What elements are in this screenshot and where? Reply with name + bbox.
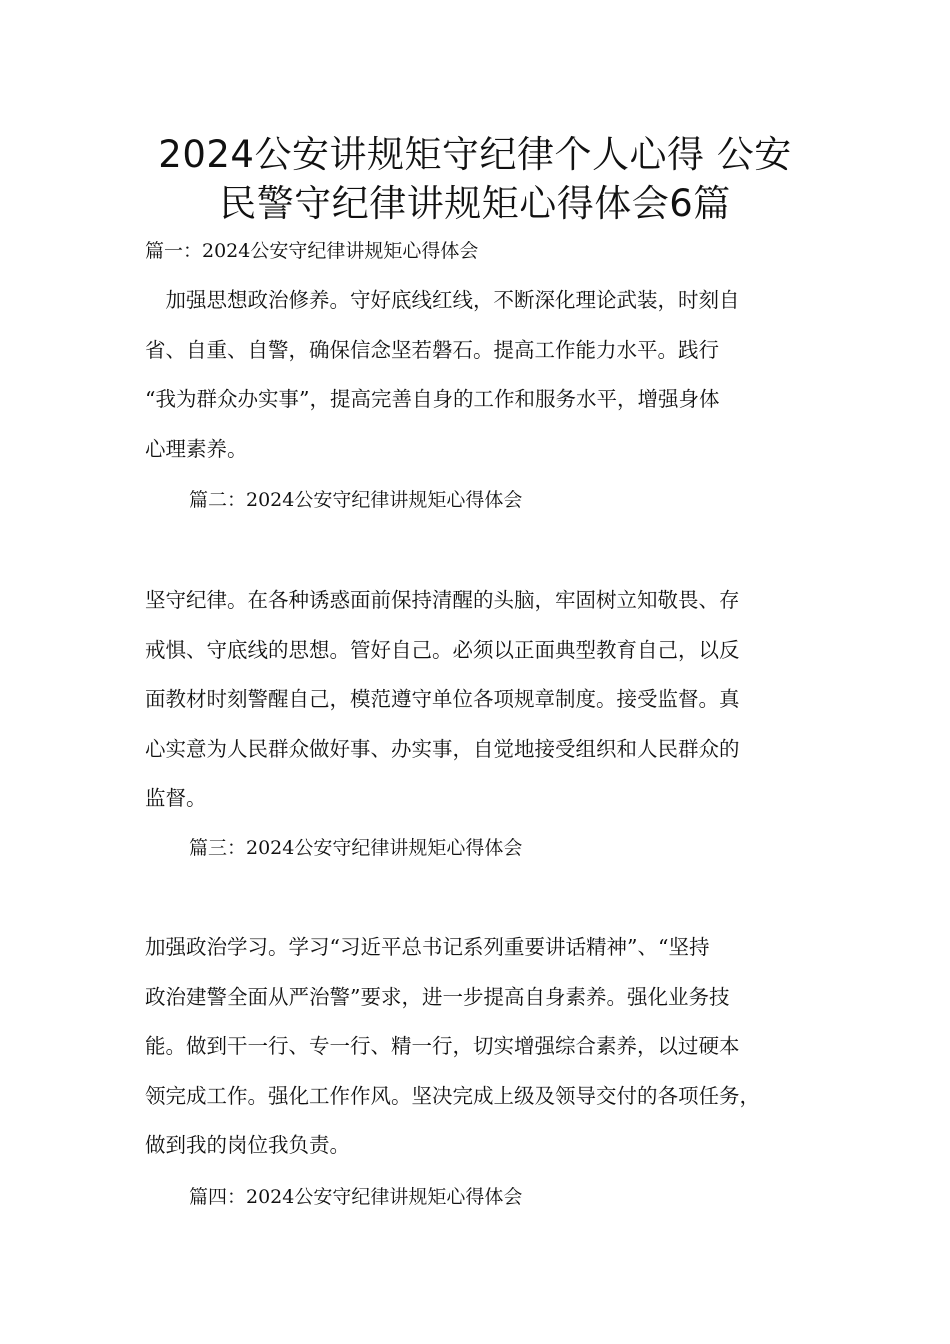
section-1-body <box>145 276 810 474</box>
section-3-line-2: 政治建警全面从严治警”要求，进一步提高自身素养。强化业务技 <box>145 984 730 1009</box>
section-2-line-5: 监督。 <box>145 786 207 810</box>
section-2-line-4: 心实意为人民群众做好事、办实事，自觉地接受组织和人民群众的 <box>145 736 740 761</box>
section-2-line-2: 戒惧、守底线的思想。管好自己。必须以正面典型教育自己，以反 <box>145 637 740 662</box>
section-1-heading: 篇一：2024公安守纪律讲规矩心得体会 <box>145 240 479 262</box>
section-1-line-3: “我为群众办实事”，提高完善自身的工作和服务水平，增强身体 <box>145 387 720 411</box>
section-1-line-4: 心理素养。 <box>145 436 248 461</box>
section-4-heading: 篇四：2024公安守纪律讲规矩心得体会 <box>189 1186 523 1208</box>
document-title-line-2: 民警守纪律讲规矩心得体会6篇 <box>219 182 731 225</box>
document-title-line-1: 2024公安讲规矩守纪律个人心得 公安 <box>158 133 792 176</box>
section-3-line-5: 做到我的岗位我负责。 <box>145 1133 350 1157</box>
section-2-line-1: 坚守纪律。在各种诱惑面前保持清醒的头脑，牢固树立知敬畏、存 <box>145 588 740 612</box>
section-3-line-1: 加强政治学习。学习“习近平总书记系列重要讲话精神”、“坚持 <box>145 935 710 959</box>
section-3-body <box>145 923 810 1171</box>
section-3-heading: 篇三：2024公安守纪律讲规矩心得体会 <box>189 837 523 859</box>
section-3-line-4: 领完成工作。强化工作作风。坚决完成上级及领导交付的各项任务， <box>145 1083 760 1108</box>
section-2-body <box>145 576 810 824</box>
section-1-line-2: 省、自重、自警，确保信念坚若磐石。提高工作能力水平。践行 <box>145 337 719 362</box>
section-2-heading: 篇二：2024公安守纪律讲规矩心得体会 <box>189 489 523 511</box>
section-3-line-3: 能。做到干一行、专一行、精一行，切实增强综合素养，以过硬本 <box>145 1034 740 1058</box>
section-2-line-3: 面教材时刻警醒自己，模范遵守单位各项规章制度。接受监督。真 <box>145 687 740 711</box>
section-1-line-1: 加强思想政治修养。守好底线红线，不断深化理论武装，时刻自 <box>145 288 740 312</box>
